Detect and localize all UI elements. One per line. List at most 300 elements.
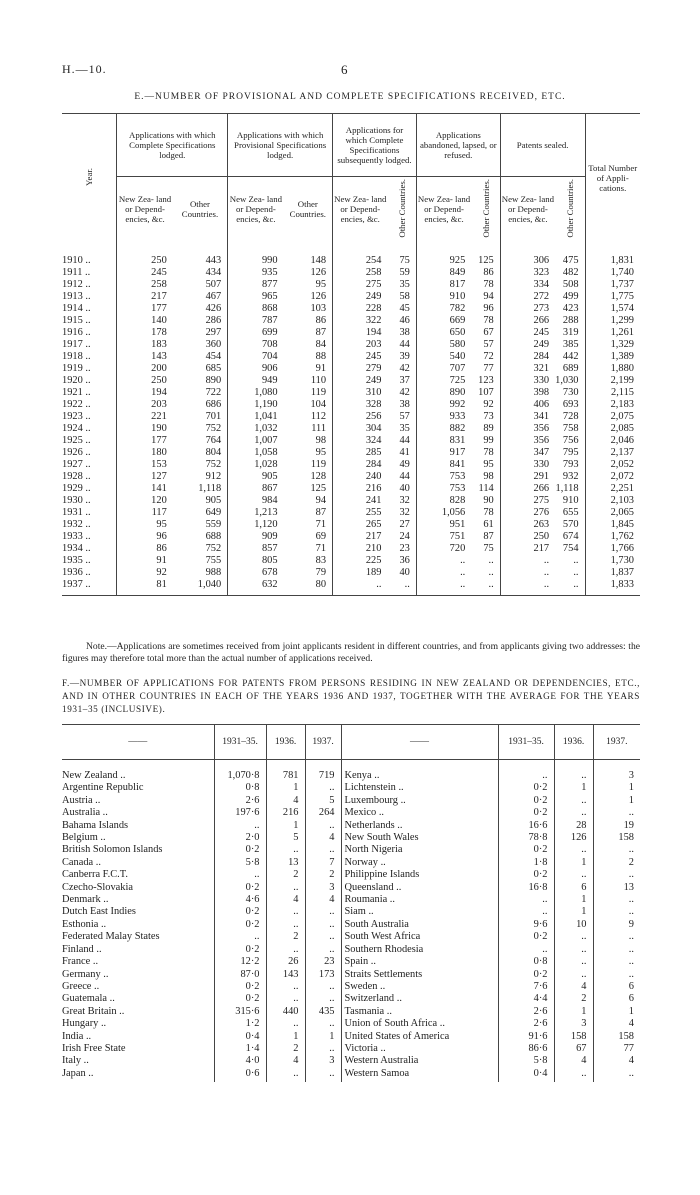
value-cell: 297: [205, 327, 222, 338]
country-name: Straits Settlements: [341, 969, 498, 981]
value-cell: 906: [228, 363, 284, 375]
value-cell: 322: [333, 315, 388, 327]
value-cell: 117: [117, 507, 173, 519]
table-row: [62, 387, 640, 399]
country-name: Luxembourg ..: [341, 795, 498, 807]
table-row: [62, 495, 640, 507]
count-cell: 86·6: [498, 1043, 554, 1055]
count-cell: ..: [593, 1068, 640, 1082]
value-cell: 426: [205, 303, 222, 314]
count-cell: 5: [305, 795, 341, 807]
count-cell: 3: [554, 1018, 593, 1030]
value-cell: ..: [416, 579, 471, 596]
count-cell: 19: [593, 820, 640, 832]
value-cell: 200: [117, 363, 173, 375]
year-cell: 1925 ..: [62, 435, 91, 446]
country-name: Canada ..: [62, 856, 101, 868]
count-cell: 4: [266, 795, 305, 807]
count-cell: ..: [593, 944, 640, 956]
table-row: [62, 1006, 640, 1018]
value-cell: 356: [500, 423, 555, 435]
count-cell: 3: [305, 882, 341, 894]
section-e-title: E.—NUMBER OF PROVISIONAL AND COMPLETE SPECIFICATIONS RECEIVED, ETC.: [134, 92, 566, 102]
count-cell: 10: [554, 919, 593, 931]
count-cell: 1·2: [214, 1018, 266, 1030]
year-cell: 1930 ..: [62, 495, 91, 506]
value-cell: 284: [333, 459, 388, 471]
value-cell: 730: [562, 387, 579, 398]
value-cell: 1,389: [585, 351, 640, 363]
value-cell: 288: [562, 315, 579, 326]
value-cell: 689: [562, 363, 579, 374]
value-cell: 46: [399, 315, 410, 326]
value-cell: ..: [500, 555, 555, 567]
country-header: ——: [341, 725, 498, 760]
value-cell: 2,137: [585, 447, 640, 459]
year-cell: 1928 ..: [62, 471, 91, 482]
value-cell: 32: [399, 507, 410, 518]
value-cell: 1,833: [585, 579, 640, 596]
year-cell: 1911 ..: [62, 267, 91, 278]
value-cell: 917: [416, 447, 471, 459]
value-cell: 559: [205, 519, 222, 530]
count-cell: 158: [593, 1031, 640, 1043]
value-cell: 42: [399, 363, 410, 374]
value-cell: 1,007: [228, 435, 284, 447]
count-cell: 4: [305, 894, 341, 906]
table-row: [62, 459, 640, 471]
value-cell: 1,740: [585, 267, 640, 279]
value-cell: 753: [416, 483, 471, 495]
count-cell: ..: [554, 807, 593, 819]
table-row: [62, 844, 640, 856]
count-cell: 0·2: [214, 882, 266, 894]
table-row: [62, 882, 640, 894]
count-cell: 0·2: [498, 782, 554, 794]
country-name: Bahama Islands: [62, 819, 129, 831]
value-cell: 125: [478, 255, 494, 266]
value-cell: 932: [562, 471, 579, 482]
value-cell: 1,028: [228, 459, 284, 471]
value-cell: 330: [500, 459, 555, 471]
count-cell: 13: [266, 857, 305, 869]
count-cell: ..: [498, 894, 554, 906]
country-name: Netherlands ..: [341, 820, 498, 832]
count-cell: ..: [266, 906, 305, 918]
value-cell: 279: [333, 363, 388, 375]
count-cell: ..: [266, 1068, 305, 1082]
value-cell: 728: [562, 411, 579, 422]
country-name: Federated Malay States: [62, 931, 160, 943]
count-cell: ..: [593, 906, 640, 918]
count-cell: 4·4: [498, 993, 554, 1005]
value-cell: 250: [117, 375, 173, 387]
value-cell: 194: [117, 387, 173, 399]
value-cell: 37: [399, 375, 410, 386]
count-cell: 1: [593, 782, 640, 794]
group-header: Patents sealed.: [500, 114, 585, 177]
year-cell: 1910 ..: [62, 255, 91, 266]
value-cell: 81: [117, 579, 173, 596]
document-code: H.—10.: [62, 62, 107, 76]
value-cell: 434: [205, 267, 222, 278]
other-subheader: Other Countries.: [564, 178, 575, 238]
count-cell: ..: [305, 1043, 341, 1055]
group-header: Applications with which Provisional Specifications lodged.: [228, 114, 333, 177]
year-cell: 1923 ..: [62, 411, 91, 422]
count-cell: ..: [266, 882, 305, 894]
value-cell: 38: [399, 327, 410, 338]
year-cell: 1935 ..: [62, 555, 91, 566]
country-name: Sweden ..: [341, 981, 498, 993]
group-header: Applications with which Complete Specifications lodged.: [117, 114, 228, 177]
other-subheader: Other Countries.: [480, 178, 491, 238]
value-cell: 190: [117, 423, 173, 435]
country-name: Queensland ..: [341, 882, 498, 894]
table-row: [62, 1031, 640, 1043]
count-cell: 0·2: [214, 981, 266, 993]
other-subheader: Other Countries.: [181, 199, 219, 219]
value-cell: 96: [117, 531, 173, 543]
value-cell: 203: [333, 339, 388, 351]
value-cell: 216: [333, 483, 388, 495]
table-row: [62, 507, 640, 519]
value-cell: 275: [500, 495, 555, 507]
value-cell: 674: [562, 531, 579, 542]
value-cell: 265: [333, 519, 388, 531]
group-header: Applications for which Complete Specifications subsequently lodged.: [333, 114, 417, 177]
average-header: 1931–35.: [214, 725, 266, 760]
other-subheader: Other Countries.: [289, 199, 327, 219]
value-cell: 356: [500, 435, 555, 447]
count-cell: 2·6: [498, 1018, 554, 1030]
count-cell: ..: [498, 760, 554, 783]
count-cell: 23: [305, 956, 341, 968]
count-cell: 6: [554, 882, 593, 894]
value-cell: ..: [387, 579, 416, 596]
value-cell: 94: [315, 495, 327, 506]
country-name: Austria ..: [62, 794, 101, 806]
value-cell: 35: [399, 423, 410, 434]
value-cell: 310: [333, 387, 388, 399]
country-name: New South Wales: [341, 832, 498, 844]
value-cell: 1,041: [228, 411, 284, 423]
country-name: New Zealand ..: [62, 770, 126, 781]
count-cell: 3: [593, 760, 640, 783]
country-name: Italy ..: [62, 1055, 89, 1067]
table-row: [62, 279, 640, 291]
value-cell: 245: [117, 267, 173, 279]
count-cell: ..: [593, 869, 640, 881]
value-cell: 126: [310, 267, 327, 278]
count-cell: 1: [554, 1006, 593, 1018]
count-cell: 13: [593, 882, 640, 894]
count-cell: 9·6: [498, 919, 554, 931]
value-cell: 38: [399, 399, 410, 410]
value-cell: 36: [399, 555, 410, 566]
countries-table: [62, 724, 640, 1082]
value-cell: 1,120: [228, 519, 284, 531]
count-cell: ..: [554, 869, 593, 881]
value-cell: 217: [117, 291, 173, 303]
count-cell: 5·8: [498, 1055, 554, 1067]
count-cell: 0·2: [214, 844, 266, 856]
value-cell: 752: [205, 543, 222, 554]
table-row: [62, 315, 640, 327]
country-name: Irish Free State: [62, 1042, 126, 1054]
country-name: Siam ..: [341, 906, 498, 918]
table-row: [62, 1055, 640, 1067]
count-cell: 1: [554, 782, 593, 794]
count-cell: 2·0: [214, 832, 266, 844]
count-cell: ..: [593, 807, 640, 819]
value-cell: 35: [399, 279, 410, 290]
value-cell: 286: [205, 315, 222, 326]
value-cell: 273: [500, 303, 555, 315]
count-cell: ..: [214, 931, 266, 943]
value-cell: 258: [117, 279, 173, 291]
value-cell: 758: [562, 423, 579, 434]
value-cell: 828: [416, 495, 471, 507]
value-cell: 1,190: [228, 399, 284, 411]
value-cell: 40: [399, 567, 410, 578]
year-cell: 1915 ..: [62, 315, 91, 326]
country-name: Dutch East Indies: [62, 906, 136, 918]
value-cell: 57: [399, 411, 410, 422]
total-header: Total Number of Appli- cations.: [585, 114, 640, 242]
year-1937-header: 1937.: [593, 725, 640, 760]
value-cell: 1,837: [585, 567, 640, 579]
value-cell: 992: [416, 399, 471, 411]
count-cell: 87·0: [214, 969, 266, 981]
group-header: Applications abandoned, lapsed, or refused.: [416, 114, 500, 177]
count-cell: ..: [266, 844, 305, 856]
value-cell: 965: [228, 291, 284, 303]
count-cell: ..: [305, 782, 341, 794]
count-cell: 264: [305, 807, 341, 819]
value-cell: 793: [562, 459, 579, 470]
year-1937-header: 1937.: [305, 725, 341, 760]
value-cell: 275: [333, 279, 388, 291]
value-cell: 442: [562, 351, 579, 362]
value-cell: ..: [488, 567, 494, 578]
country-name: Japan ..: [62, 1067, 94, 1079]
table-row: [62, 1043, 640, 1055]
count-cell: 4: [593, 1018, 640, 1030]
value-cell: 334: [500, 279, 555, 291]
value-cell: 910: [416, 291, 471, 303]
count-cell: ..: [305, 906, 341, 918]
count-cell: 6: [593, 981, 640, 993]
table-row: [62, 435, 640, 447]
count-cell: ..: [266, 919, 305, 931]
count-cell: 1: [554, 857, 593, 869]
value-cell: 221: [117, 411, 173, 423]
value-cell: 67: [483, 327, 494, 338]
value-cell: 95: [315, 447, 327, 458]
value-cell: 123: [478, 375, 494, 386]
value-cell: 2,251: [585, 483, 640, 495]
table-row: [62, 807, 640, 819]
value-cell: 722: [205, 387, 222, 398]
count-cell: ..: [305, 1068, 341, 1082]
country-name: Philippine Islands: [341, 869, 498, 881]
value-cell: 80: [284, 579, 333, 596]
value-cell: 249: [333, 291, 388, 303]
section-f-title: F.—NUMBER OF APPLICATIONS FOR PATENTS FROM PERSONS RESIDING IN NEW ZEALAND OR DEPENDENCIES, ETC., AND IN OTHER COUNTRIES IN EACH OF THE YEARS 1936 AND 1937, TOGETHER WITH THE AVERAGE FOR THE YEARS 1931–35 (INCLUSIVE).: [62, 678, 640, 714]
value-cell: 632: [228, 579, 284, 596]
country-name: Canberra F.C.T.: [62, 869, 128, 881]
value-cell: 128: [310, 471, 327, 482]
value-cell: 285: [333, 447, 388, 459]
value-cell: ..: [555, 579, 585, 596]
value-cell: 720: [416, 543, 471, 555]
value-cell: ..: [573, 567, 579, 578]
count-cell: 2: [305, 869, 341, 881]
count-cell: 91·6: [498, 1031, 554, 1043]
count-cell: ..: [593, 956, 640, 968]
value-cell: 44: [399, 339, 410, 350]
count-cell: 4: [593, 1055, 640, 1067]
value-cell: 482: [562, 267, 579, 278]
value-cell: 103: [310, 303, 327, 314]
value-cell: 71: [315, 543, 327, 554]
value-cell: 935: [228, 267, 284, 279]
value-cell: 250: [117, 241, 173, 267]
value-cell: 753: [416, 471, 471, 483]
value-cell: 23: [399, 543, 410, 554]
year-cell: 1920 ..: [62, 375, 91, 386]
value-cell: 755: [205, 555, 222, 566]
value-cell: 79: [315, 567, 327, 578]
value-cell: 44: [399, 435, 410, 446]
value-cell: 217: [500, 543, 555, 555]
count-cell: 4: [266, 894, 305, 906]
value-cell: 1,574: [585, 303, 640, 315]
value-cell: 78: [483, 447, 494, 458]
count-cell: 0·6: [214, 1068, 266, 1082]
count-cell: 2: [593, 857, 640, 869]
count-cell: 719: [305, 760, 341, 783]
value-cell: 831: [416, 435, 471, 447]
table-row: [62, 1068, 640, 1082]
value-cell: 1,762: [585, 531, 640, 543]
count-cell: ..: [305, 931, 341, 943]
country-name: France ..: [62, 956, 99, 968]
count-cell: 0·2: [498, 869, 554, 881]
value-cell: 114: [478, 483, 494, 494]
value-cell: 203: [117, 399, 173, 411]
value-cell: 84: [315, 339, 327, 350]
value-cell: 125: [310, 483, 327, 494]
count-cell: 4: [554, 981, 593, 993]
year-cell: 1918 ..: [62, 351, 91, 362]
value-cell: 89: [483, 423, 494, 434]
table-row: [62, 327, 640, 339]
value-cell: 467: [205, 291, 222, 302]
table-row: [62, 471, 640, 483]
year-cell: 1914 ..: [62, 303, 91, 314]
table-row: [62, 531, 640, 543]
value-cell: 178: [117, 327, 173, 339]
count-cell: 28: [554, 820, 593, 832]
table-row: [62, 447, 640, 459]
country-name: India ..: [62, 1030, 92, 1042]
table-row: [62, 483, 640, 495]
table-row: [62, 832, 640, 844]
value-cell: 104: [310, 399, 327, 410]
table-note: Note.—Applications are sometimes received from joint applicants resident in different countries, and from applicants giving two addresses: the figures may therefore total more than the actual number of applications received.: [62, 641, 640, 664]
count-cell: 12·2: [214, 956, 266, 968]
country-name: Mexico ..: [341, 807, 498, 819]
value-cell: 910: [562, 495, 579, 506]
value-cell: 291: [500, 471, 555, 483]
count-cell: ..: [214, 869, 266, 881]
value-cell: 228: [333, 303, 388, 315]
count-cell: 0·8: [498, 956, 554, 968]
value-cell: 1,845: [585, 519, 640, 531]
count-cell: ..: [305, 981, 341, 993]
year-cell: 1917 ..: [62, 339, 91, 350]
table-row: [62, 782, 640, 794]
value-cell: 78: [483, 507, 494, 518]
country-name: Switzerland ..: [341, 993, 498, 1005]
average-header: 1931–35.: [498, 725, 554, 760]
count-cell: ..: [593, 894, 640, 906]
year-cell: 1924 ..: [62, 423, 91, 434]
count-cell: 158: [593, 832, 640, 844]
count-cell: ..: [554, 956, 593, 968]
value-cell: 180: [117, 447, 173, 459]
value-cell: 443: [205, 255, 222, 266]
value-cell: 867: [228, 483, 284, 495]
value-cell: 304: [333, 423, 388, 435]
value-cell: 112: [310, 411, 327, 422]
value-cell: 258: [333, 267, 388, 279]
value-cell: 95: [315, 279, 327, 290]
count-cell: ..: [554, 795, 593, 807]
value-cell: 2,075: [585, 411, 640, 423]
value-cell: 2,103: [585, 495, 640, 507]
value-cell: 245: [500, 327, 555, 339]
count-cell: 3: [305, 1055, 341, 1067]
value-cell: 751: [416, 531, 471, 543]
value-cell: 933: [416, 411, 471, 423]
value-cell: 423: [562, 303, 579, 314]
value-cell: 78: [483, 315, 494, 326]
value-cell: 91: [315, 363, 327, 374]
year-cell: 1927 ..: [62, 459, 91, 470]
value-cell: 40: [399, 483, 410, 494]
value-cell: 754: [562, 543, 579, 554]
table-row: [62, 760, 640, 783]
value-cell: 177: [117, 435, 173, 447]
value-cell: 306: [500, 241, 555, 267]
value-cell: 59: [399, 267, 410, 278]
count-cell: 5·8: [214, 857, 266, 869]
value-cell: 990: [228, 241, 284, 267]
value-cell: 58: [399, 291, 410, 302]
value-cell: 240: [333, 471, 388, 483]
value-cell: 87: [315, 327, 327, 338]
value-cell: 245: [333, 351, 388, 363]
value-cell: ..: [500, 579, 555, 596]
table-row: [62, 795, 640, 807]
table-row: [62, 411, 640, 423]
value-cell: 41: [399, 447, 410, 458]
value-cell: 877: [228, 279, 284, 291]
value-cell: 949: [228, 375, 284, 387]
